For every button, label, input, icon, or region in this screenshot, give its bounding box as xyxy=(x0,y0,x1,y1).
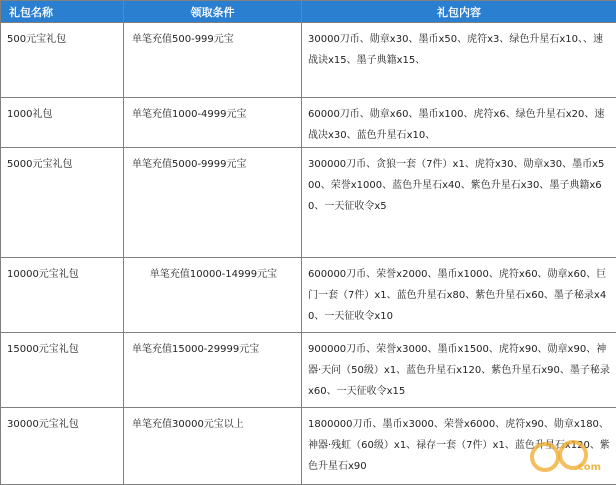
pack-content: 600000刀币、荣誉x2000、墨币x1000、虎符x60、勋章x60、巨门一套（7件）x1、蓝色升星石x80、紫色升星石x60、墨子秘录x40、一天征收令x10 xyxy=(302,258,616,327)
pack-content: 1800000刀币、墨币x3000、荣誉x6000、虎符x90、勋章x180、神器·残虹（60级）x1、禄存一套（7件）x1、蓝色升星石x120、紫色升星石x90 xyxy=(302,408,616,477)
condition-cell xyxy=(124,23,302,98)
header-content: 礼包内容 xyxy=(302,1,616,23)
pack-condition: 单笔充值10000-14999元宝 xyxy=(124,258,301,285)
table-row xyxy=(1,98,616,148)
pack-content: 30000刀币、勋章x30、墨币x50、虎符x3、绿色升星石x10、、速战诀x15、墨子典籍x15、 xyxy=(302,23,616,71)
pack-name: 500元宝礼包 xyxy=(1,23,123,50)
pack-name: 5000元宝礼包 xyxy=(1,148,123,175)
pack-name-cell xyxy=(1,23,124,98)
pack-condition: 单笔充值15000-29999元宝 xyxy=(124,333,301,360)
table-header-row xyxy=(1,1,616,23)
watermark-text: .com xyxy=(574,462,601,473)
pack-name: 1000礼包 xyxy=(1,98,123,125)
content-cell xyxy=(302,98,616,148)
pack-name: 30000元宝礼包 xyxy=(1,408,123,435)
header-pack-name: 礼包名称 xyxy=(1,1,124,23)
pack-name: 15000元宝礼包 xyxy=(1,333,123,360)
table-row xyxy=(1,258,616,333)
condition-cell xyxy=(124,333,302,408)
pack-name-cell xyxy=(1,258,124,333)
condition-cell xyxy=(124,408,302,485)
pack-name-cell xyxy=(1,333,124,408)
pack-name: 10000元宝礼包 xyxy=(1,258,123,285)
pack-condition: 单笔充值30000元宝以上 xyxy=(124,408,301,435)
table-row xyxy=(1,408,616,485)
pack-content: 300000刀币、贪狼一套（7件）x1、虎符x30、勋章x30、墨币x500、荣誉x1000、蓝色升星石x40、紫色升星石x30、墨子典籍x60、一天征收令x5 xyxy=(302,148,616,217)
pack-content: 60000刀币、勋章x60、墨币x100、虎符x6、绿色升星石x20、速战决x30、蓝色升星石x10、 xyxy=(302,98,616,146)
pack-name-cell xyxy=(1,408,124,485)
content-cell xyxy=(302,333,616,408)
table-row xyxy=(1,148,616,258)
pack-content: 900000刀币、荣誉x3000、墨币x1500、虎符x90、勋章x90、神器·天问（50级）x1、蓝色升星石x120、紫色升星石x90、墨子秘录x60、一天征收令x15 xyxy=(302,333,616,402)
pack-condition: 单笔充值1000-4999元宝 xyxy=(124,98,301,125)
content-cell xyxy=(302,23,616,98)
content-cell xyxy=(302,258,616,333)
pack-condition: 单笔充值500-999元宝 xyxy=(124,23,301,50)
header-condition: 领取条件 xyxy=(124,1,302,23)
pack-name-cell xyxy=(1,148,124,258)
pack-name-cell xyxy=(1,98,124,148)
table-row xyxy=(1,333,616,408)
content-cell xyxy=(302,408,616,485)
condition-cell xyxy=(124,98,302,148)
table-row xyxy=(1,23,616,98)
pack-condition: 单笔充值5000-9999元宝 xyxy=(124,148,301,175)
content-cell xyxy=(302,148,616,258)
condition-cell xyxy=(124,258,302,333)
condition-cell xyxy=(124,148,302,258)
